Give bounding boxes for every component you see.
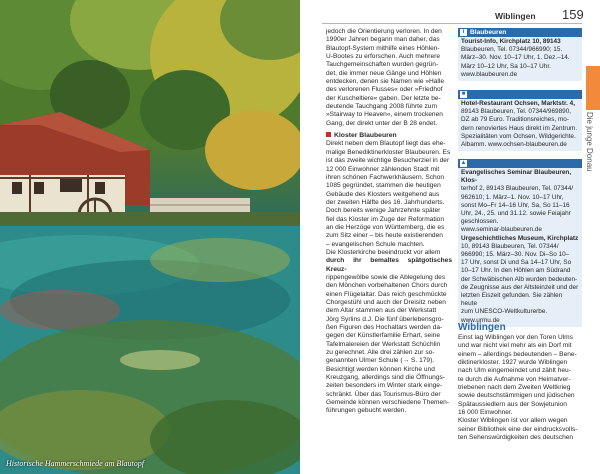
text-line: Gang, der direkt unter der B 28 endet.	[326, 119, 438, 127]
text-line: zum Sitz einer – bis heute existierenden	[326, 232, 443, 240]
text-line: Blautopf-System mithilfe eines Höhlen-	[326, 44, 440, 52]
info-line: de Zeugnisse aus der Altsteinzeit und der	[461, 283, 579, 291]
photo-caption: Historische Hammerschmiede am Blautopf	[6, 459, 144, 468]
text-line: Tauchgemeinschaften wurden gegrün-	[326, 61, 439, 69]
info-icon: i	[460, 29, 467, 36]
text-line: ten Sehenswürdigkeiten des deutschen	[458, 434, 574, 442]
info-box-body	[458, 168, 582, 327]
text-line: Spätaussiedlern aus der Sowjetunion	[458, 400, 567, 408]
text-line: Doch bereits wenige Jahrzehnte später	[326, 207, 441, 215]
info-box-body	[458, 99, 582, 151]
text-line: schränkt. Über das Tourismus-Büro der	[326, 390, 441, 398]
text-line: Gebäude des Klosters weitgehend aus	[326, 190, 440, 198]
info-line: Spezialitäten vom Ochsen, Wildgerichte.	[461, 132, 576, 140]
bed-icon: ■	[461, 91, 466, 97]
info-link[interactable]: www.seminar-blaubeuren.de	[461, 226, 542, 234]
info-line: geschlossen.	[461, 218, 499, 226]
text-line: – evangelischen Schule machten.	[326, 240, 425, 248]
wiblingen-heading: Wiblingen	[458, 322, 506, 333]
info-line: Urgeschichtliches Museum, Kirchplatz	[461, 234, 579, 242]
intro-paragraph	[326, 28, 452, 128]
wiblingen-text	[458, 334, 582, 442]
text-line: diktinerkloster. 1927 wurde Wiblingen	[458, 359, 568, 367]
section-marker-icon	[326, 132, 331, 137]
info-box-header	[458, 159, 582, 168]
info-link[interactable]: www.urmu.de	[461, 316, 500, 324]
text-line: dem Altar stammen aus der Werkstatt	[326, 307, 437, 315]
info-box-header	[458, 90, 582, 99]
info-line: sonst Mo–Fr 14–16 Uhr, Sa, So 11–16	[461, 201, 570, 209]
info-box-title: Blaubeuren	[470, 29, 507, 36]
text-line: Tafelmalereien der Werkstatt Schüchlin	[326, 340, 441, 348]
info-line: 89143 Blaubeuren, Tel. 07344/969890,	[461, 108, 572, 116]
text-line: der Kuscheltiere« gaben. Der letzte be-	[326, 94, 441, 102]
chapter-tab-text: Die junge Donau	[585, 112, 594, 172]
text-line: Kreuzgang, allerdings sind die Öffnungs-	[326, 374, 446, 382]
text-line: 1990er Jahren begann man daher, das	[326, 36, 440, 44]
text-line: durch ihr bemaltes spätgotisches Kreuz-	[326, 257, 452, 273]
info-box-header	[458, 28, 582, 37]
running-header-section: Wiblingen	[495, 11, 536, 21]
text-line: zeiten besonders im Winter stark einge-	[326, 382, 443, 390]
text-line: der zweiten Hälfte des 16. Jahrhunderts.	[326, 198, 445, 206]
text-line: 12 000 Einwohner zählenden Stadt mit	[326, 165, 440, 173]
kloster-heading-text: Kloster Blaubeuren	[334, 132, 397, 140]
info-line: zum UNESCO-Weltkulturerbe.	[461, 308, 548, 316]
info-line: Hotel-Restaurant Ochsen, Marktstr. 4,	[461, 100, 575, 107]
info-line: DZ ab 79 Euro. Traditionsreiches, mo-	[461, 116, 569, 124]
text-line: genannten Ulmer Schule (→ S. 179).	[326, 357, 435, 365]
info-line: Blaubeuren, Tel. 07344/966990; 15.	[461, 46, 563, 54]
info-box-blaubeuren	[458, 28, 582, 81]
text-line: Die Klosterkirche beeindruckt vor allem	[326, 248, 441, 256]
text-line: nach Ulm eingemeindet und zählt heu-	[458, 367, 571, 375]
text-line: Gemeinde können verschiedene Themen-	[326, 399, 450, 407]
info-line: Evangelisches Seminar Blaubeuren, Klos-	[461, 169, 572, 185]
info-line: 10–17 Uhr. In den Höhlen am Südrand	[461, 267, 571, 275]
text-line: Jörg Syrlins d.J. Die fünf überlebensgro-	[326, 315, 444, 323]
header-rule	[322, 23, 582, 24]
text-line: einen Flügelaltar. Das reich geschmückte	[326, 290, 447, 298]
info-line: März 10–12 Uhr, Sa 10–17 Uhr.	[461, 62, 551, 70]
kloster-heading	[326, 132, 452, 140]
text-line: ihren schönen Fachwerkhäusern. Schon	[326, 173, 445, 181]
info-link[interactable]: www.blaubeuren.de	[461, 70, 518, 78]
info-box-museums	[458, 159, 582, 327]
text-line: an die Herzöge von Württemberg, die es	[326, 223, 445, 231]
text-line: gegen der Künstlerfamilie Erhart, seine	[326, 332, 440, 340]
text-line: des verlorenen Flusses« oder »Friedhof	[326, 86, 443, 94]
text-line: entdecken, denen sie Namen wie »Halle	[326, 78, 445, 86]
text-line: ist das zweite wichtige Besucherziel in der	[326, 157, 450, 165]
text-line: den Mönchen vorbehaltenen Chors durch	[326, 282, 448, 290]
info-line: 17 Uhr, sonst Di und Sa 14–17 Uhr, So	[461, 259, 572, 267]
text-line: malige Benediktinerkloster Blaubeuren. Es	[326, 148, 451, 156]
text-line: te durch die Aufnahme von Heimatver-	[458, 375, 571, 383]
text-line: 16 000 Einwohner.	[458, 409, 513, 417]
info-link[interactable]: Albamm. www.ochsen-blaubeuren.de	[461, 141, 567, 149]
text-line: und war nicht viel mehr als ein Dorf mit	[458, 342, 572, 350]
info-line: 966990; 15. März–30. Nov. Di–So 10–	[461, 251, 570, 259]
page-number: 159	[562, 7, 584, 22]
text-line: führungen gebucht werden.	[326, 407, 407, 415]
info-line: Uhr, 24., 25. und 31.12. sowie Feiajahr	[461, 210, 571, 218]
kloster-paragraph	[326, 140, 452, 415]
text-line: »Stairway to Heaven«, einem trockenen	[326, 111, 443, 119]
info-line: Tourist-Info, Kirchplatz 10, 89143	[461, 38, 561, 45]
info-line: März–30. Nov. 10–17 Uhr, 1. Dez.–14.	[461, 54, 570, 62]
text-line: ßen Figuren des Hochaltars werden da-	[326, 324, 443, 332]
text-line: triebenen nach dem Zweiten Weltkrieg	[458, 384, 571, 392]
text-line: Direkt neben dem Blautopf liegt das ehe-	[326, 140, 446, 148]
text-line: jedoch die Orientierung verloren. In den	[326, 28, 442, 35]
text-line: einem – allerdings bedeutenden – Bene-	[458, 350, 577, 358]
main-text-column	[326, 28, 452, 416]
text-line: deutende Tauchgang 2008 führte zum	[326, 103, 437, 111]
text-line: sowie deutschstämmigen und jüdischen	[458, 392, 575, 400]
chapter-tab-marker	[586, 66, 600, 110]
text-line: seiner Bibliothek eine der eindrucksvolls-	[458, 425, 578, 433]
text-line: det, die immer neue Gänge und Höhlen	[326, 69, 442, 77]
text-line: Einst lag Wiblingen vor den Toren Ulms	[458, 334, 573, 341]
text-line: fiel das Kloster im Zuge der Reformation	[326, 215, 445, 223]
text-line: U-Bootes zu erforschen. Auch mehrere	[326, 53, 440, 61]
info-box-body	[458, 37, 582, 81]
info-line: 962610; 1. März–1. Nov. 10–17 Uhr,	[461, 193, 564, 201]
text-line: rippengewölbe sowie die Ablegelung des	[326, 273, 446, 281]
text-line: Chorgestühl und auch der Dreisitz neben	[326, 299, 446, 306]
info-line: dern renoviertes Haus direkt im Zentrum.	[461, 124, 578, 132]
text-line: Besichtigt werden können Kirche und	[326, 365, 435, 373]
info-box-hotel	[458, 90, 582, 151]
chapter-tab-label	[584, 112, 600, 172]
info-line: terhof 2, 89143 Blaubeuren, Tel. 07344/	[461, 185, 574, 193]
info-line: 10, 89143 Blaubeuren, Tel. 07344/	[461, 242, 559, 250]
text-line: 1085 gegründet, stammen die heutigen	[326, 182, 441, 190]
info-line: letzten Eiszeit gefunden. Sie zählen heute	[461, 292, 563, 308]
museum-icon: ▲	[460, 160, 467, 166]
info-line: der Schwäbischen Alb wurden bedeuten-	[461, 275, 578, 283]
text-line: Kloster Wiblingen ist vor allem wegen	[458, 417, 568, 425]
text-line: zu gerechnet. Alle drei zählen zur so-	[326, 349, 435, 357]
